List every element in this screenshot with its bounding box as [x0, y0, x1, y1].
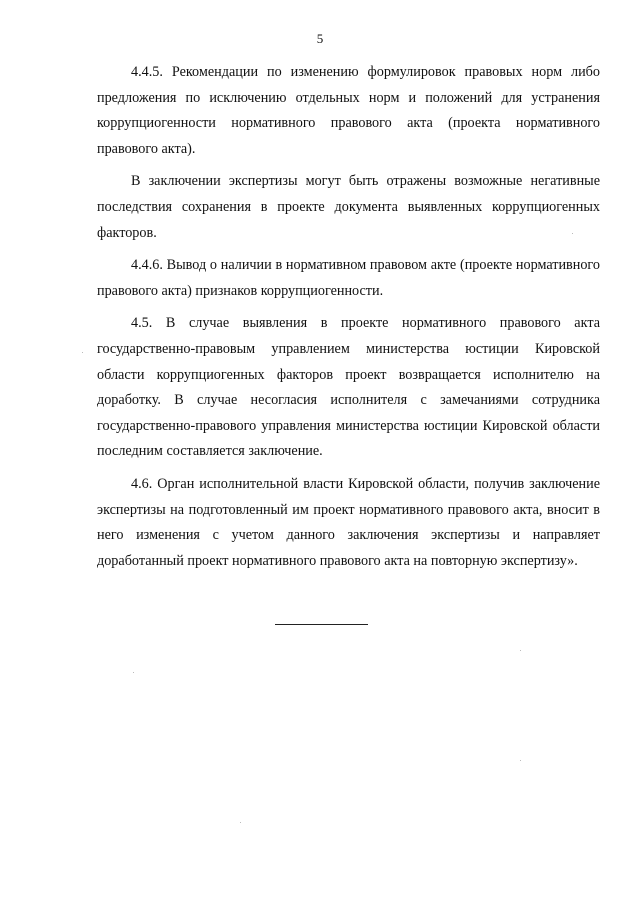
scan-speck [133, 672, 134, 673]
paragraph-4-4-6: 4.4.6. Вывод о наличии в нормативном правовом акте (проекте нормативного правового акта) признаков коррупциогенности. [97, 257, 600, 299]
document-body [97, 60, 600, 581]
paragraph-conclusion-consequences: В заключении экспертизы могут быть отражены возможные негативные последствия сохранения в проекте документа выявленных коррупциогенных факторов. [97, 173, 600, 241]
scan-speck [520, 760, 521, 761]
page-number: 5 [316, 31, 324, 46]
paragraph-4-6: 4.6. Орган исполнительной власти Кировской области, получив заключение экспертизы на подготовленный им проект нормативного правового акта, вносит в него изменения с учетом данного заключения экспертизы и направляет доработанный проект нормативного правового акта на повторную экспертизу». [97, 475, 600, 569]
scan-speck [520, 650, 521, 651]
scan-speck [240, 822, 241, 823]
end-divider-line [275, 624, 368, 625]
paragraph-4-5: 4.5. В случае выявления в проекте нормативного правового акта государственно-правовым управлением министерства юстиции Кировской области коррупциогенных факторов проект возвращается исполнителю на доработку. В случае несогласия исполнителя с замечаниями сотрудника государственно-правового управления министерства юстиции Кировской области последним составляется заключение. [97, 315, 600, 460]
scan-speck [82, 352, 83, 353]
paragraph-4-4-5: 4.4.5. Рекомендации по изменению формулировок правовых норм либо предложения по исключению отдельных норм и положений для устранения коррупциогенности нормативного правового акта (проекта нормативного правового акта). [97, 64, 600, 157]
scan-speck [572, 233, 573, 234]
